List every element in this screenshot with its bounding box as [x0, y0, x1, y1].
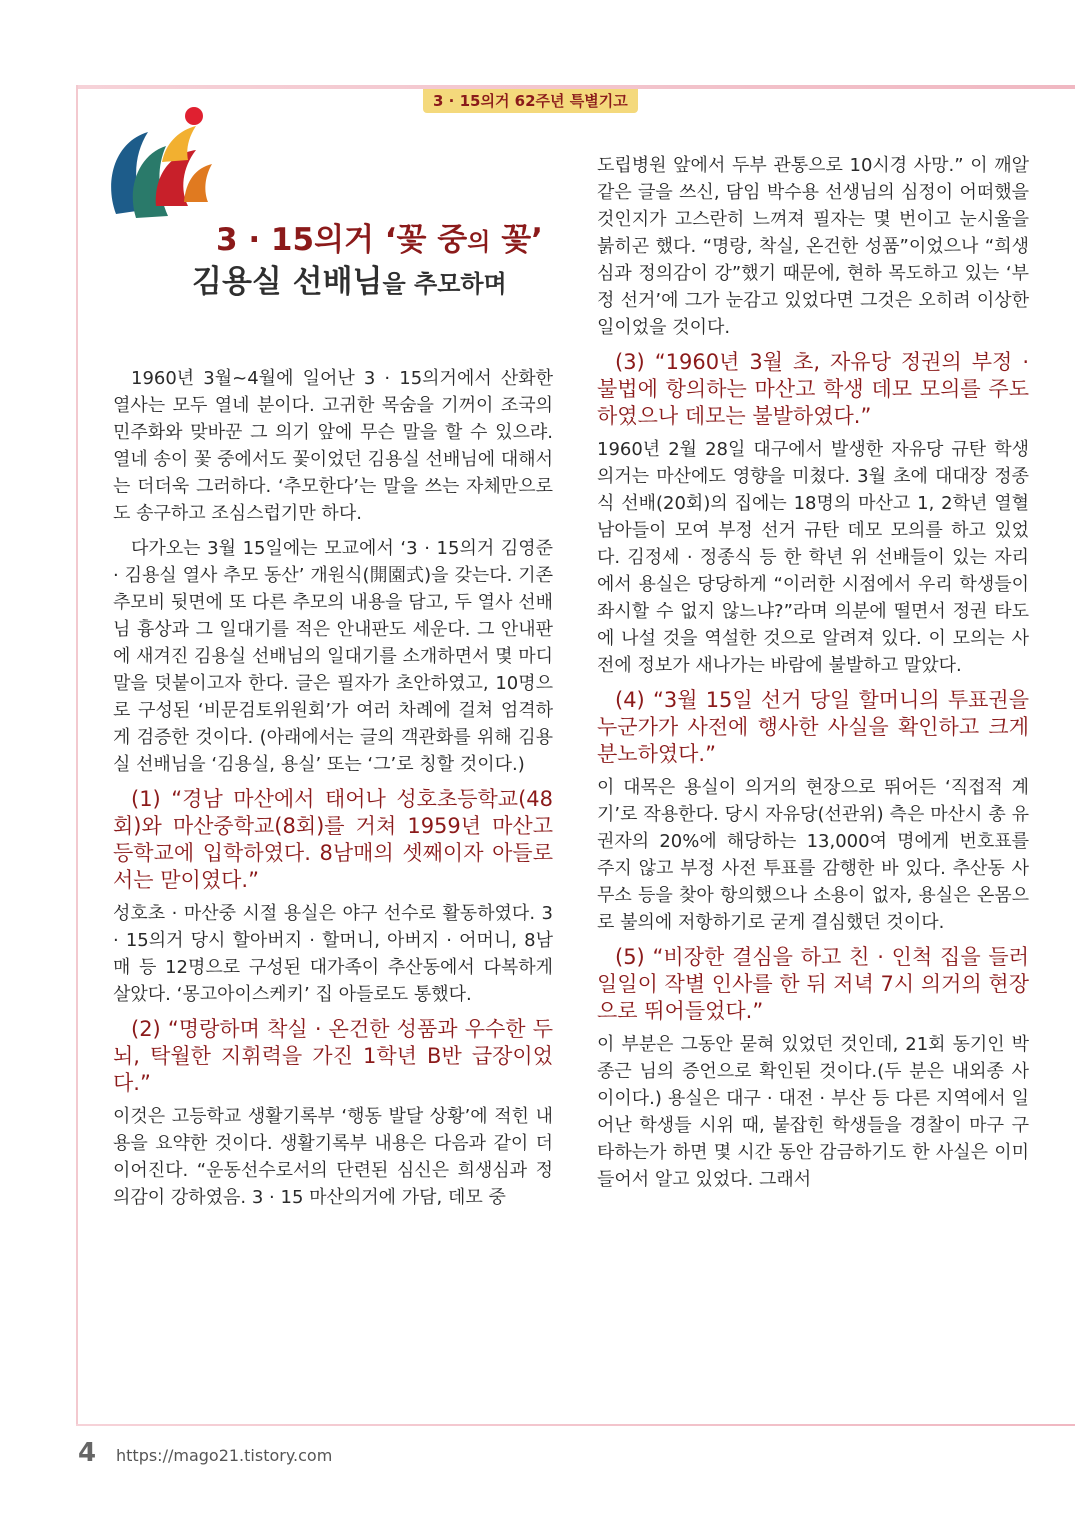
paragraph: 이 부분은 그동안 묻혀 있었던 것인데, 21회 동기인 박종근 님의 증언으로 확인된 것이다.(두 분은 내외종 사이이다.) 용실은 대구 · 대전 · 부산 등 다른 지역에서 일어난 학생들 시위 때, 붙잡힌 학생들을 경찰이 마구 구타하는가 하면 몇 시간 동안 감금하기도 한 사실은 이미 들어서 알고 있었다. 그래서 — [597, 1034, 1029, 1190]
section-tag: 3 · 15의거 62주년 특별기고 — [423, 89, 638, 113]
right-column — [597, 152, 1029, 1201]
paragraph: 1960년 2월 28일 대구에서 발생한 자유당 규탄 학생 의거는 마산에도 영향을 미쳤다. 3월 초에 대대장 정종식 선배(20회)의 집에는 18명의 마산고 1, 2학년 열혈남아들이 모여 부정 선거 규탄 데모 모의를 하고 있었다. 김정세 · 정종식 등 한 학년 위 선배들이 있는 자리에서 용실은 당당하게 “이러한 시점에서 우리 학생들이 좌시할 수 없지 않느냐?”라며 의분에 떨면서 정권 타도에 나설 것을 역설한 것으로 알려져 있다. 이 모의는 사전에 정보가 새나가는 바람에 불발하고 말았다. — [597, 439, 1029, 676]
quote-heading: (4) “3월 15일 선거 당일 할머니의 투표권을 누군가가 사전에 행사한 사실을 확인하고 크게 분노하였다.” — [597, 688, 1029, 766]
quote-heading: (5) “비장한 결심을 하고 친 · 인척 집을 들러 일일이 작별 인사를 한 뒤 저녁 7시 의거의 현장으로 뛰어들었다.” — [597, 945, 1029, 1023]
quote-heading: (1) “경남 마산에서 태어나 성호초등학교(48회)와 마산중학교(8회)를 거쳐 1959년 마산고등학교에 입학하였다. 8남매의 셋째이자 아들로서는 맏이였다.” — [113, 787, 553, 892]
quote-heading: (3) “1960년 3월 초, 자유당 정권의 부정 · 불법에 항의하는 마산고 학생 데모 모의를 주도하였으나 데모는 불발하였다.” — [597, 350, 1029, 428]
left-rule — [76, 85, 78, 1425]
flame-emblem-icon — [96, 102, 220, 226]
paragraph: 이 대목은 용실이 의거의 현장으로 뛰어든 ‘직접적 계기’로 작용한다. 당시 자유당(선관위) 측은 마산시 총 유권자의 20%에 해당하는 13,000여 명에게 번호표를 주지 않고 부정 사전 투표를 감행한 바 있다. 추산동 사무소 등을 찾아 항의했으나 소용이 없자, 용실은 온몸으로 불의에 저항하기로 굳게 결심했던 것이다. — [597, 777, 1029, 933]
paragraph: 1960년 3월~4월에 일어난 3 · 15의거에서 산화한 열사는 모두 열네 분이다. 고귀한 목숨을 기꺼이 조국의 민주화와 맞바꾼 그 의기 앞에 무슨 말을 할 수 있으랴. 열네 송이 꽃 중에서도 꽃이었던 김용실 선배님에 대해서는 더더욱 그러하다. ‘추모한다’는 말을 쓰는 자체만으로도 송구하고 조심스럽기만 하다. — [113, 368, 553, 524]
quote-heading: (2) “명랑하며 착실 · 온건한 성품과 우수한 두뇌, 탁월한 지휘력을 가진 1학년 B반 급장이었다.” — [113, 1017, 553, 1095]
paragraph: 성호초 · 마산중 시절 용실은 야구 선수로 활동하였다. 3 · 15의거 당시 할아버지 · 할머니, 아버지 · 어머니, 8남매 등 12명으로 구성된 대가족이 추산동에서 다복하게 살았다. ‘몽고아이스케키’ 집 아들로도 통했다. — [113, 903, 553, 1005]
paragraph: 이것은 고등학교 생활기록부 ‘행동 발달 상황’에 적힌 내용을 요약한 것이다. 생활기록부 내용은 다음과 같이 더 이어진다. “운동선수로서의 단련된 심신은 희생심과 정의감이 강하였음. 3 · 15 마산의거에 가담, 데모 중 — [113, 1106, 553, 1208]
left-column — [113, 365, 553, 1219]
page-number: 4 — [78, 1438, 97, 1468]
title-line-1: 3 · 15의거 ‘꽃 중의 꽃’ — [216, 222, 543, 258]
paragraph: 다가오는 3월 15일에는 모교에서 ‘3 · 15의거 김영준 · 김용실 열사 추모 동산’ 개원식(開園式)을 갖는다. 기존 추모비 뒷면에 또 다른 추모의 내용을 담고, 두 열사 선배님 흉상과 그 일대기를 적은 안내판도 세운다. 그 안내판에 새겨진 김용실 선배님의 일대기를 소개하면서 몇 마디 말을 덧붙이고자 한다. 글은 필자가 초안하였고, 10명으로 구성된 ‘비문검토위원회’가 여러 차례에 걸쳐 엄격하게 검증한 것이다. (아래에서는 글의 객관화를 위해 김용실 선배님을 ‘김용실, 용실’ 또는 ‘그’로 칭할 것이다.) — [113, 538, 553, 775]
footer-url: https://mago21.tistory.com — [116, 1446, 333, 1465]
title-line-2: 김용실 선배님을 추모하며 — [192, 264, 507, 300]
paragraph: 도립병원 앞에서 두부 관통으로 10시경 사망.” 이 깨알 같은 글을 쓰신, 담임 박수용 선생님의 심정이 어떠했을 것인지가 고스란히 느껴져 필자는 몇 번이고 눈시울을 붉히곤 했다. “명랑, 착실, 온건한 성품”이었으나 “희생심과 정의감이 강”했기 때문에, 현하 목도하고 있는 ‘부정 선거’에 그가 눈감고 있었다면 그것은 오히려 이상한 일이었을 것이다. — [597, 155, 1029, 338]
bottom-rule — [76, 1424, 1075, 1426]
